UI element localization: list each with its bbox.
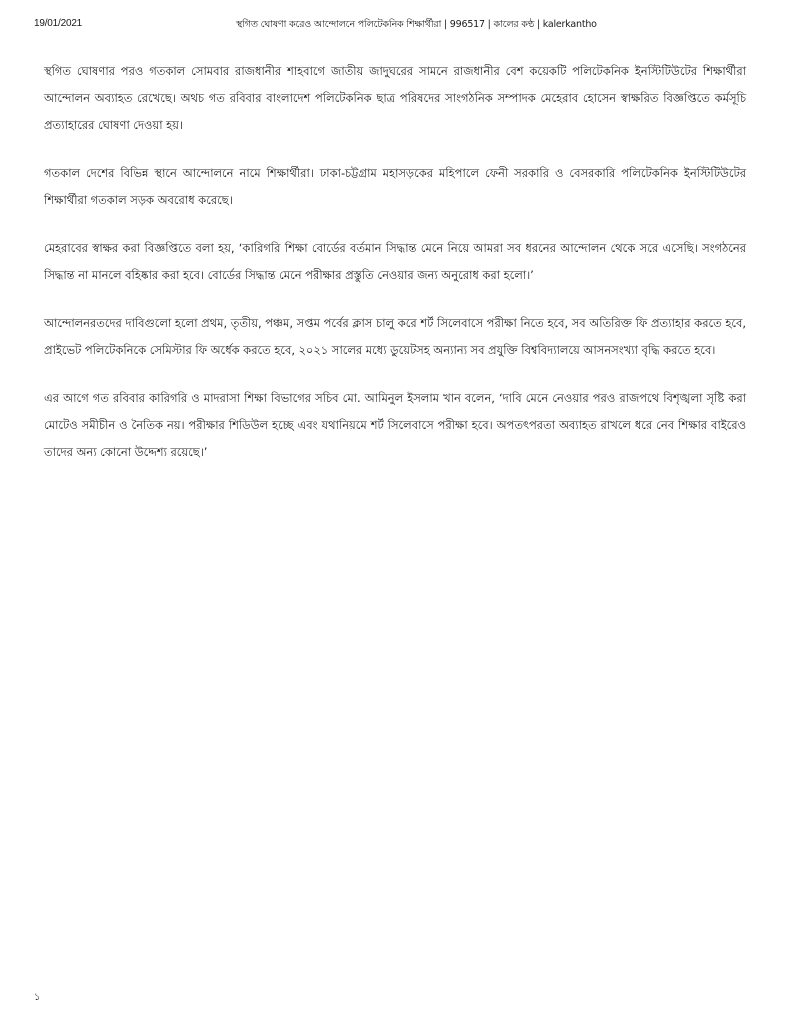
page-number: ১ xyxy=(34,992,41,1003)
print-date: 19/01/2021 xyxy=(34,18,83,29)
article-paragraph: এর আগে গত রবিবার কারিগরি ও মাদরাসা শিক্ষা বিভাগের সচিব মো. আমিনুল ইসলাম খান বলেন, ‘দাবি মেনে নেওয়ার পরও রাজপথে বিশৃঙ্খলা সৃষ্টি করা মোটেও সমীচীন ও নৈতিক নয়। পরীক্ষার শিডিউল হচ্ছে এবং যথানিয়মে শর্ট সিলেবাসে পরীক্ষা হবে। অপতৎপরতা অব্যাহত রাখলে ধরে নেব শিক্ষার বাইরেও তাদের অন্য কোনো উদ্দেশ্য রয়েছে।’ xyxy=(44,391,746,459)
print-header xyxy=(34,18,757,34)
article-paragraph: আন্দোলনরতদের দাবিগুলো হলো প্রথম, তৃতীয়, পঞ্চম, সপ্তম পর্বের ক্লাস চালু করে শর্ট সিলেবাসে পরীক্ষা নিতে হবে, সব অতিরিক্ত ফি প্রত্যাহার করতে হবে, প্রাইভেট পলিটেকনিকে সেমিস্টার ফি অর্ধেক করতে হবে, ২০২১ সালের মধ্যে ডুয়েটসহ অন্যান্য সব প্রযুক্তি বিশ্ববিদ্যালয়ে আসনসংখ্যা বৃদ্ধি করতে হবে। xyxy=(44,316,746,357)
print-page-title: স্থগিত ঘোষণা করেও আন্দোলনে পলিটেকনিক শিক্ষার্থীরা | 996517 | কালের কণ্ঠ | kalerkantho xyxy=(236,19,597,30)
article-paragraph: স্থগিত ঘোষণার পরও গতকাল সোমবার রাজধানীর শাহবাগে জাতীয় জাদুঘরের সামনে রাজধানীর বেশ কয়েকটি পলিটেকনিক ইনস্টিটিউটের শিক্ষার্থীরা আন্দোলন অব্যাহত রেখেছে। অথচ গত রবিবার বাংলাদেশ পলিটেকনিক ছাত্র পরিষদের সাংগঠনিক সম্পাদক মেহেরাব হোসেন স্বাক্ষরিত বিজ্ঞপ্তিতে কর্মসূচি প্রত্যাহারের ঘোষণা দেওয়া হয়। xyxy=(44,64,746,132)
article-body xyxy=(44,58,746,487)
article-paragraph: গতকাল দেশের বিভিন্ন স্থানে আন্দোলনে নামে শিক্ষার্থীরা। ঢাকা-চট্টগ্রাম মহাসড়কের মহিপালে ফেনী সরকারি ও বেসরকারি পলিটেকনিক ইনস্টিটিউটের শিক্ষার্থীরা গতকাল সড়ক অবরোধ করেছে। xyxy=(44,166,746,207)
article-paragraph: মেহরাবের স্বাক্ষর করা বিজ্ঞপ্তিতে বলা হয়, ‘কারিগরি শিক্ষা বোর্ডের বর্তমান সিদ্ধান্ত মেনে নিয়ে আমরা সব ধরনের আন্দোলন থেকে সরে এসেছি। সংগঠনের সিদ্ধান্ত না মানলে বহিষ্কার করা হবে। বোর্ডের সিদ্ধান্ত মেনে পরীক্ষার প্রস্তুতি নেওয়ার জন্য অনুরোধ করা হলো।’ xyxy=(44,241,746,282)
